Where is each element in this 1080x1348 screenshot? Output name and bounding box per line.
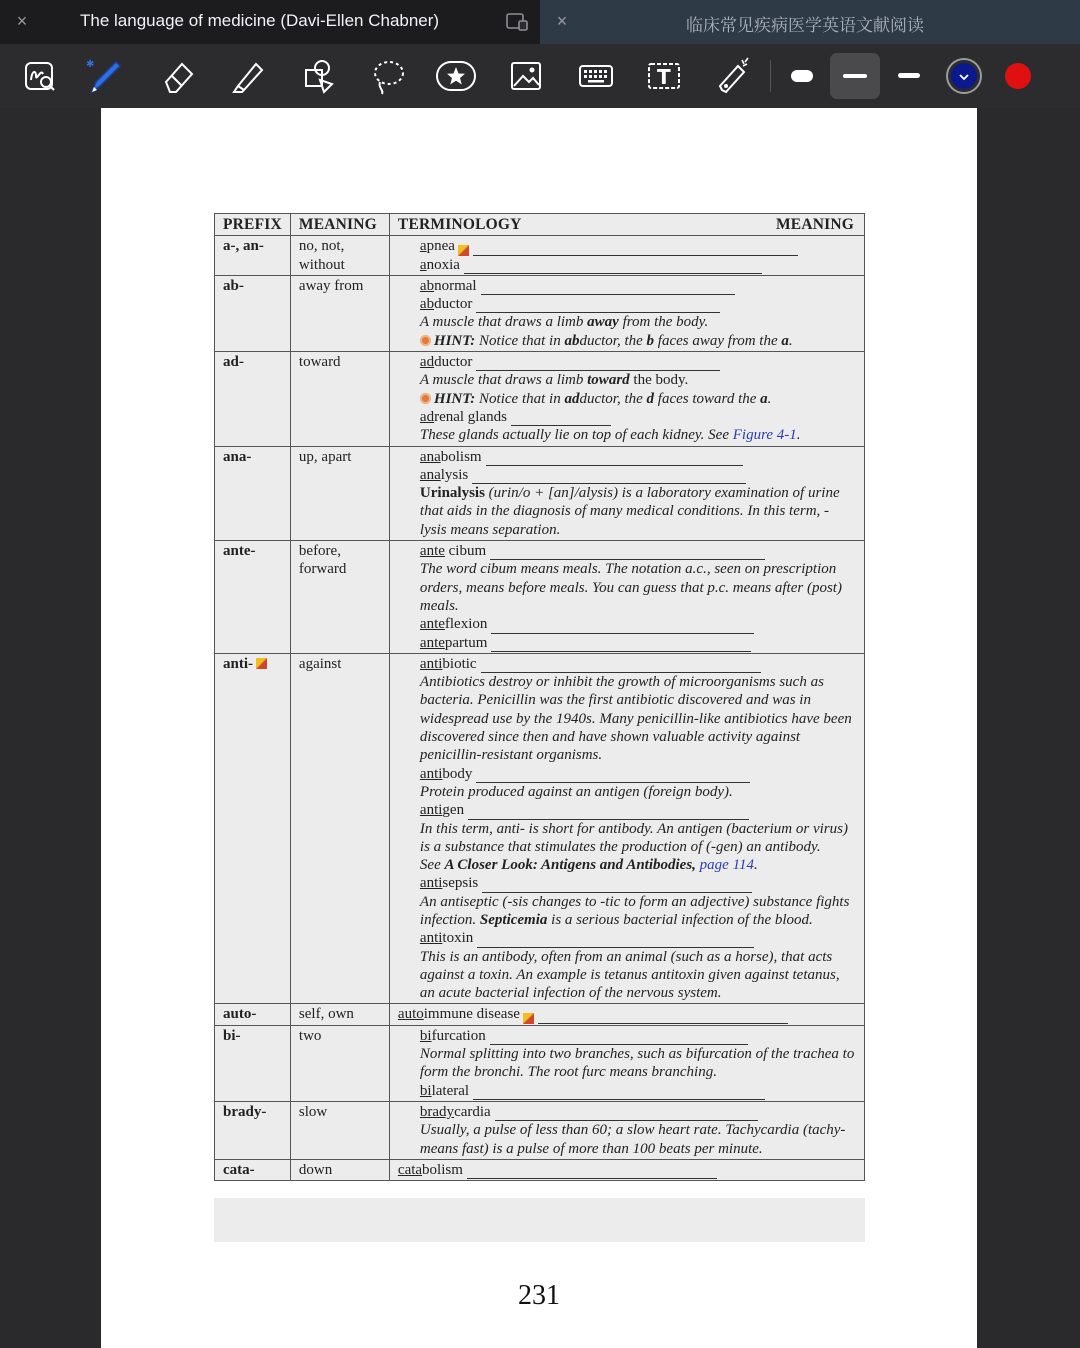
table-row [215,275,865,351]
term-prefix: anti [419,875,443,892]
term-root: immune disease [423,1006,520,1023]
terminology-cell [389,1025,864,1101]
laser-pointer-icon[interactable] [710,54,754,98]
term-root: renal glands [434,408,507,425]
prefix-table [214,213,865,1181]
prefix-text: cata- [223,1161,255,1178]
answer-blank[interactable] [491,639,751,652]
bookmark-flag-icon[interactable] [523,1013,534,1024]
answer-blank[interactable] [468,807,749,820]
term-root: ductor [434,296,473,313]
table-row [215,541,865,654]
term-prefix: ante [419,616,445,633]
terminology-cell [389,653,864,1004]
term-root: cardia [454,1103,491,1120]
term-word [420,408,507,426]
highlighter-icon[interactable] [226,54,270,98]
term-root: lateral [431,1082,470,1099]
tab-title: The language of medicine (Davi-Ellen Chabner) [80,11,440,30]
term-word [398,1005,520,1023]
table-row [215,1159,865,1180]
prefix-text: a-, an- [223,238,264,255]
term-word [420,295,473,313]
close-icon[interactable]: × [556,11,568,31]
terminology-cell [389,352,864,446]
term-line [420,765,856,783]
answer-blank[interactable] [482,880,752,893]
answer-blank[interactable] [481,660,761,673]
answer-blank[interactable] [486,453,743,466]
meaning-cell: against [290,653,389,1004]
term-word [420,1027,486,1045]
answer-blank[interactable] [538,1011,788,1024]
term-root: partum [444,634,488,651]
term-note: Protein produced against an antigen (foreign body). [419,783,733,800]
term-line [420,929,856,947]
table-row [215,1025,865,1101]
term-word [420,277,477,295]
prefix-cell [215,352,291,446]
term-root: pnea [426,238,455,255]
term-line [420,542,856,560]
term-word [420,353,473,371]
term-line [420,353,856,371]
answer-blank[interactable] [476,770,750,783]
prefix-cell [215,1004,291,1025]
term-prefix: bi [419,1027,432,1044]
table-row [215,1004,865,1025]
prefix-cell [215,1159,291,1180]
term-word [420,765,473,783]
term-line [420,1082,856,1100]
prefix-text: ad- [223,354,244,371]
term-word [420,466,468,484]
term-root: bolism [440,448,482,465]
term-word [420,615,487,633]
prefix-cell [215,446,291,540]
term-line [420,801,856,819]
term-prefix: anti [419,930,443,947]
answer-blank[interactable] [476,300,720,313]
term-note: The word cibum means meals. The notation a.c., seen on prescription orders, means before meals. You can guess that p.c. means after (post) meals. [419,561,842,614]
answer-blank[interactable] [481,282,735,295]
term-prefix: anti [419,655,443,672]
term-root: lysis [440,466,469,483]
term-word [420,929,473,947]
term-line [398,1161,856,1179]
header-prefix: PREFIX [215,214,291,236]
lasso-icon[interactable] [366,54,410,98]
term-root: flexion [444,616,488,633]
term-prefix: ana [419,448,441,465]
toolbar-divider [770,60,771,92]
tab-bar [0,0,1080,44]
term-word [420,1082,469,1100]
term-prefix: anti [419,765,443,782]
term-note: This is an antibody, often from an animal (such as a horse), that acts against a toxin. An example is tetanus antitoxin given against tetanus, an acute bacterial infection of the nervous system. [419,948,840,1002]
term-root: ductor [434,354,473,371]
annotation-toolbar [0,44,1080,108]
term-note: Usually, a pulse of less than 60; a slow heart rate. Tachycardia (tachy- means fast) is a pulse of more than 100 beats per minute. [419,1122,846,1157]
term-word [420,542,486,560]
term-prefix: auto [397,1006,424,1023]
prefix-text: auto- [223,1006,257,1023]
term-word [420,634,487,652]
term-note: In this term, anti- is short for antibody. An antigen (bacterium or virus) is a substance that stimulates the production of (-gen) an antibody. [419,820,848,855]
answer-blank[interactable] [473,1087,765,1100]
keyboard-icon[interactable] [574,54,618,98]
meaning-cell: toward [290,352,389,446]
prefix-cell [215,653,291,1004]
term-line [420,1103,856,1121]
term-word [420,256,460,274]
header-meaning: MEANING [290,214,389,236]
prefix-text: brady- [223,1103,267,1120]
medium-stroke-icon[interactable] [833,54,877,98]
term-line [420,655,856,673]
meaning-cell: self, own [290,1004,389,1025]
term-line [420,466,856,484]
answer-blank[interactable] [464,261,762,274]
close-icon[interactable]: × [16,11,28,31]
term-root: gen [442,802,465,819]
terminology-cell [389,275,864,351]
prefix-cell [215,275,291,351]
page-number: 231 [518,1280,560,1311]
pdf-page [101,108,977,1348]
term-prefix: ab [419,296,435,313]
favorites-star-icon[interactable] [434,54,478,98]
term-note: Urinalysis (urin/o + [an]/alysis) is a laboratory examination of urine that aids in the diagnosis of many medical conditions. In this term, - lysis means separation. [419,485,840,538]
prefix-text: bi- [223,1027,241,1044]
table-row [215,653,865,1004]
term-prefix: a [419,256,427,273]
header-term-meaning-label: MEANING [775,216,854,233]
term-note: These glands actually lie on top of each kidney. See Figure 4-1. [419,427,801,444]
prefix-cell [215,1025,291,1101]
table-header-row [215,214,865,236]
term-line [420,615,856,633]
meaning-cell: slow [290,1101,389,1159]
pen-icon[interactable] [84,54,128,98]
meaning-cell: two [290,1025,389,1101]
term-prefix: brady [419,1103,455,1120]
eraser-icon[interactable] [156,54,200,98]
thin-stroke-icon[interactable] [886,54,930,98]
term-root: bolism [422,1161,463,1178]
split-view-icon[interactable] [506,12,528,32]
term-word [420,874,478,892]
tab-document-2[interactable] [540,0,1080,44]
terminology-cell [389,446,864,540]
term-prefix: bi [419,1082,432,1099]
term-note: Normal splitting into two branches, such as bifurcation of the trachea to form the bronchi. The root furc means branching. [419,1046,855,1081]
image-icon[interactable] [504,54,548,98]
table-row [215,352,865,446]
prefix-cell [215,236,291,276]
header-terminology [389,214,864,236]
term-line [420,237,856,255]
meaning-cell: away from [290,275,389,351]
term-prefix: ad [419,354,435,371]
term-root: normal [434,277,477,294]
answer-blank[interactable] [472,471,746,484]
tab-document-1[interactable] [0,0,540,44]
term-note: HINT: Notice that in adductor, the d faces toward the a. [420,390,856,408]
bookmark-flag-icon[interactable] [458,245,469,256]
meaning-cell: before, forward [290,541,389,654]
bookmark-flag-icon[interactable] [256,658,267,669]
term-line [398,1005,856,1023]
table-footer-shade [214,1198,865,1242]
handwriting-search-icon[interactable] [18,54,62,98]
terminology-cell [389,1004,864,1025]
term-root: cibum [444,543,487,560]
color-swatch-red[interactable] [996,54,1040,98]
term-root: furcation [431,1027,486,1044]
table-row [215,446,865,540]
meaning-cell: down [290,1159,389,1180]
term-prefix: ana [419,466,441,483]
term-line [420,874,856,892]
term-prefix: a [419,238,427,255]
answer-blank[interactable] [476,358,720,371]
terminology-cell [389,1101,864,1159]
term-line [420,295,856,313]
prefix-text: ante- [223,543,256,560]
table-row [215,1101,865,1159]
prefix-cell [215,541,291,654]
term-prefix: ab [419,277,435,294]
term-line [420,1027,856,1045]
term-prefix: anti [419,802,443,819]
term-note: A muscle that draws a limb toward the body. [419,372,689,389]
answer-blank[interactable] [477,935,754,948]
term-word [420,1103,491,1121]
table-row [215,236,865,276]
term-line [420,277,856,295]
prefix-cell [215,1101,291,1159]
term-note: See A Closer Look: Antigens and Antibodies, page 114. [419,857,758,874]
term-prefix: cata [397,1161,423,1178]
answer-blank[interactable] [491,621,754,634]
terminology-cell [389,541,864,654]
term-root: sepsis [442,875,479,892]
svg-text:✱: ✱ [86,59,95,70]
svg-text:T: T [657,65,671,89]
term-line [420,408,856,426]
tab-title: 临床常见疾病医学英语文献阅读 [686,16,924,35]
text-box-icon[interactable] [642,54,686,98]
meaning-cell: up, apart [290,446,389,540]
terminology-cell [389,236,864,276]
term-note: HINT: Notice that in abductor, the b faces away from the a. [420,332,856,350]
prefix-text: ab- [223,277,244,294]
answer-blank[interactable] [511,413,611,426]
term-note: Antibiotics destroy or inhibit the growth of microorganisms such as bacteria. Penicillin was the first antibiotic discovered and was in widespread use by the 1940s. Many penicillin-like antibiotics have been discovered since then and have shown valuable activity against penicillin-resistant organisms. [419,674,852,764]
answer-blank[interactable] [490,547,765,560]
term-word [420,655,477,673]
term-line [420,634,856,652]
term-root: body [442,765,473,782]
term-line [420,448,856,466]
term-word [420,237,455,255]
meaning-cell: no, not, without [290,236,389,276]
term-prefix: ad [419,408,435,425]
term-word [420,801,464,819]
term-word [398,1161,463,1179]
answer-blank[interactable] [473,243,798,256]
term-note: A muscle that draws a limb away from the body. [419,314,709,331]
color-swatch-dark-blue[interactable] [942,54,986,98]
term-prefix: ante [419,543,445,560]
answer-blank[interactable] [467,1166,717,1179]
answer-blank[interactable] [490,1032,748,1045]
term-root: toxin [442,930,474,947]
answer-blank[interactable] [495,1108,758,1121]
term-word [420,448,482,466]
prefix-text: anti- [223,655,253,672]
shapes-icon[interactable] [296,54,340,98]
header-terminology-label: TERMINOLOGY [397,216,522,233]
term-root: noxia [426,256,460,273]
terminology-cell [389,1159,864,1180]
thick-stroke-icon[interactable] [780,54,824,98]
term-root: biotic [442,655,477,672]
term-note: An antiseptic (-sis changes to -tic to form an adjective) substance fights infection. Septicemia is a serious bacterial infection of the blood. [419,893,850,928]
term-line [420,256,856,274]
term-prefix: ante [419,634,445,651]
prefix-text: ana- [223,448,252,465]
